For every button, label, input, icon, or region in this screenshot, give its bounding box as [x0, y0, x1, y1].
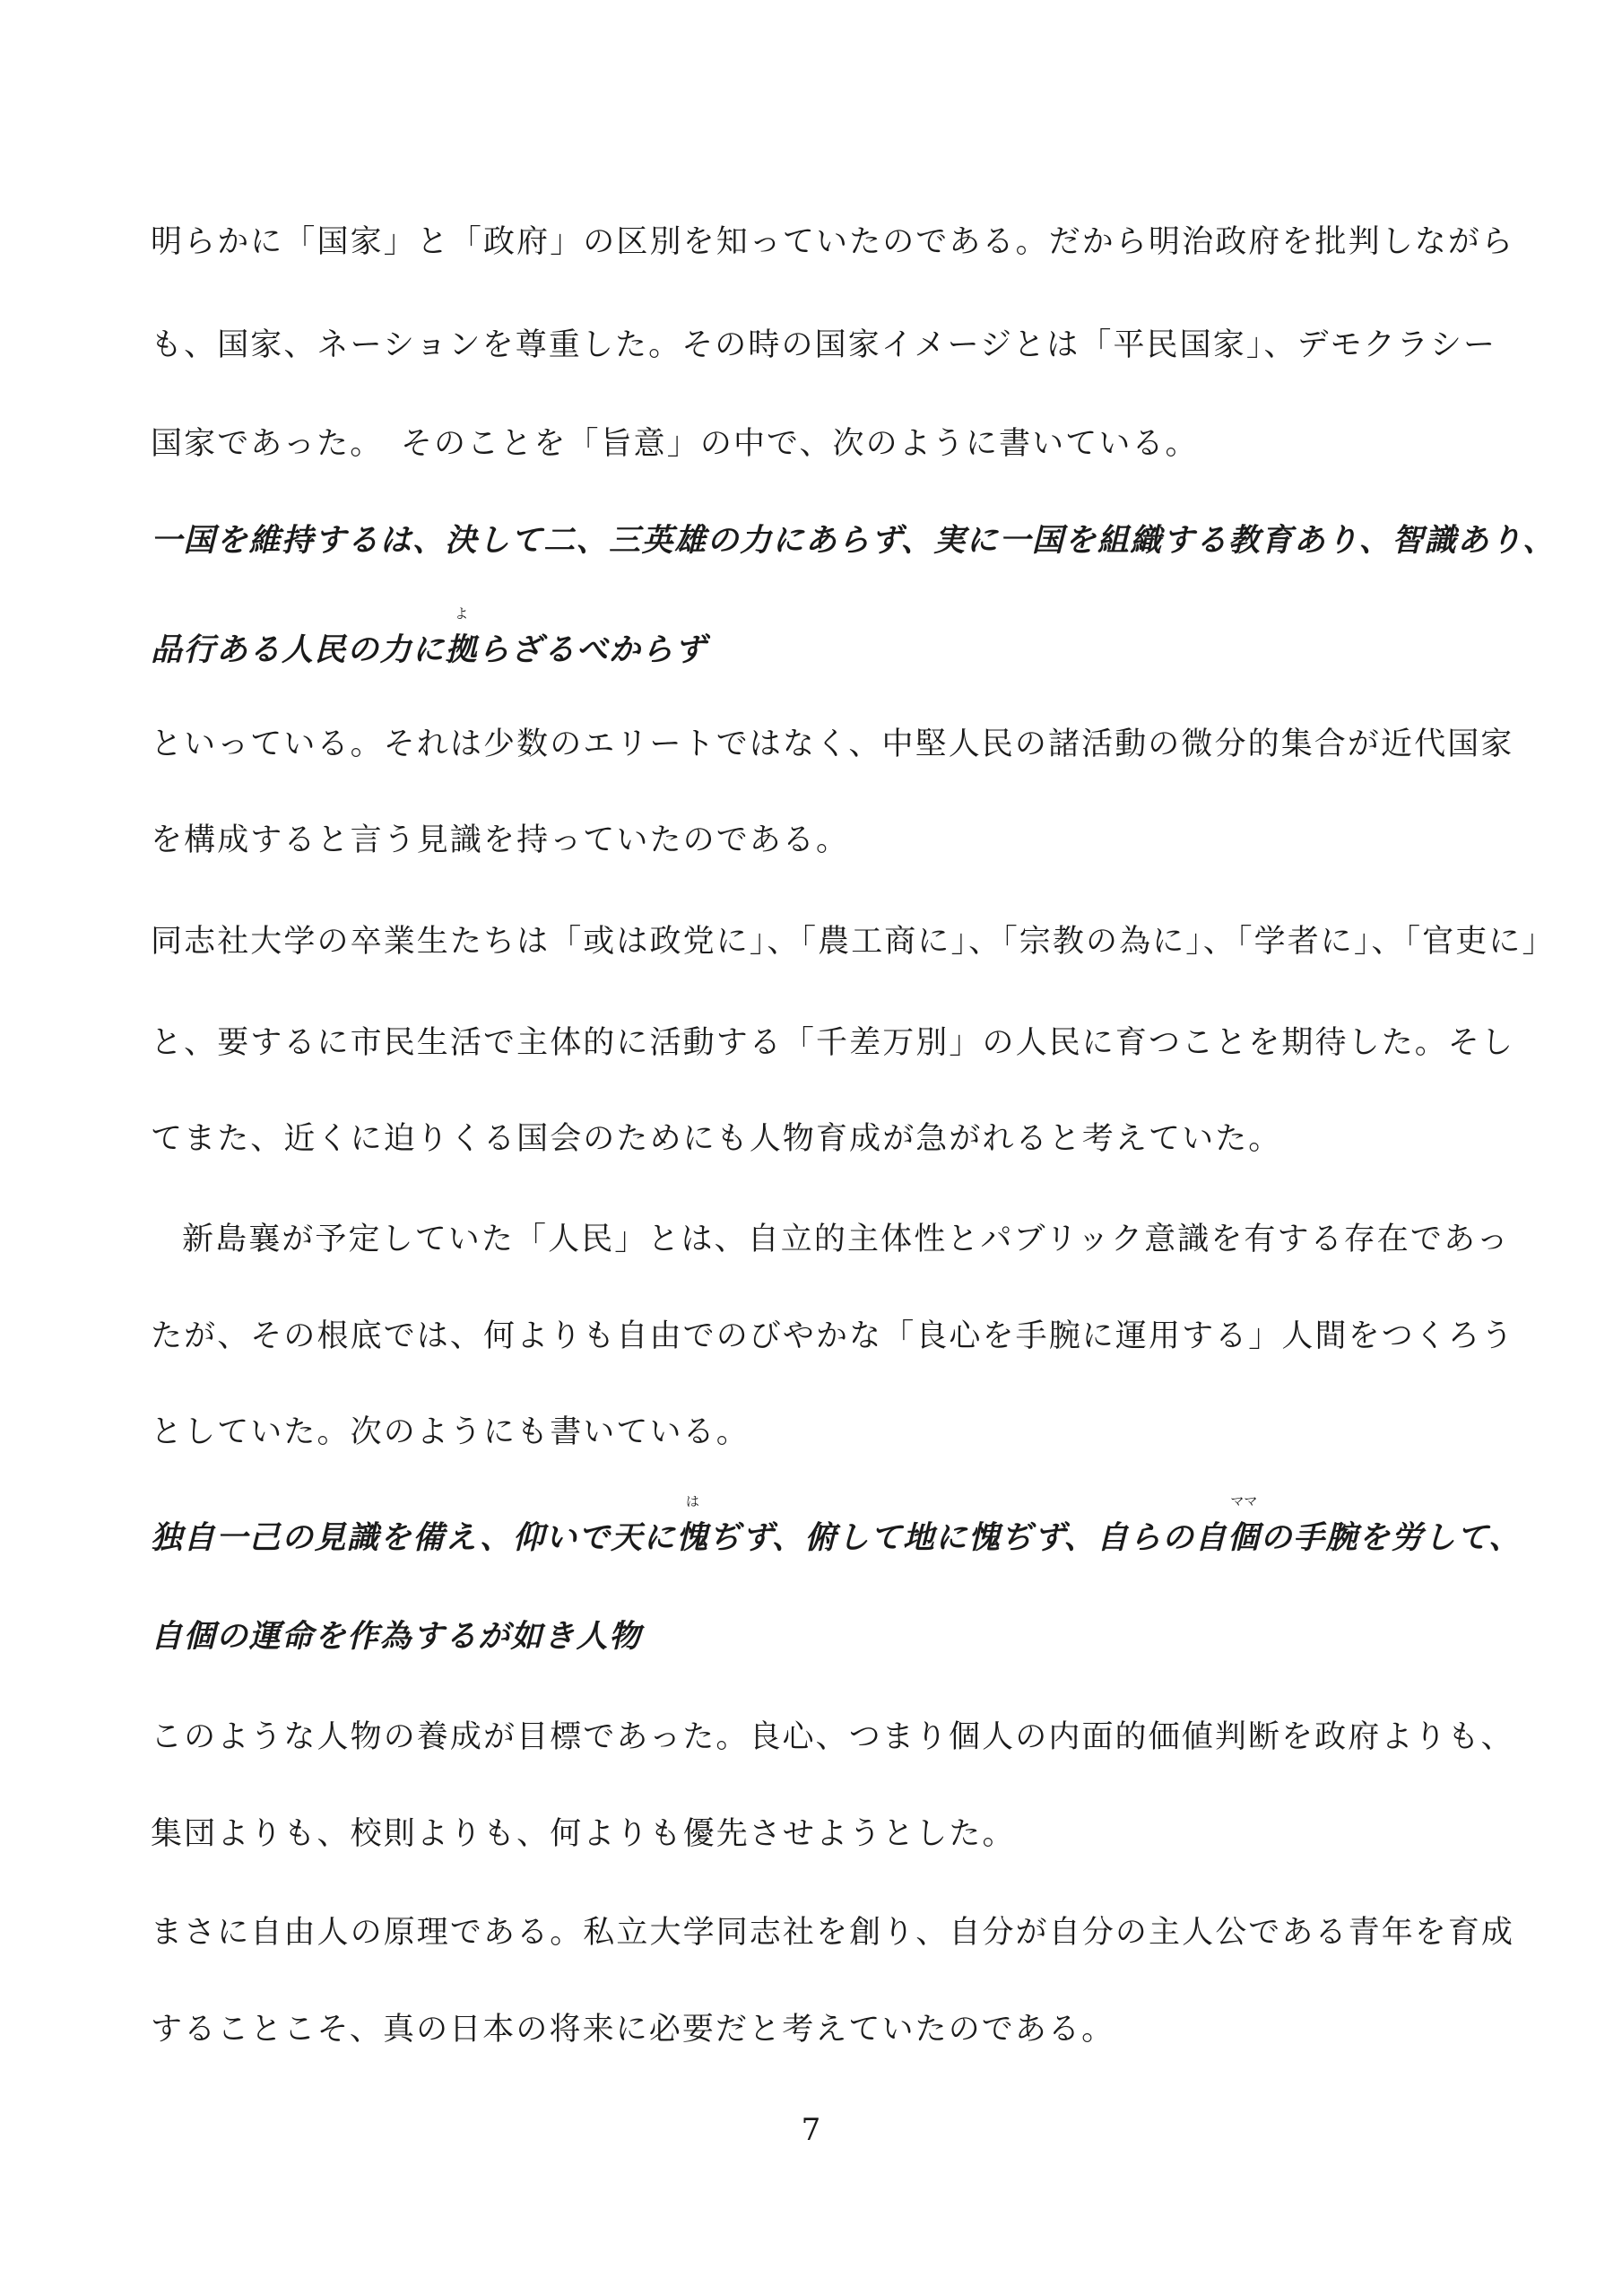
paragraph-line: としていた。次のようにも書いている。 [151, 1414, 750, 1450]
ruby-text: よ [455, 605, 469, 622]
ruby-text: は [685, 1493, 699, 1509]
ruby-base: 愧 [676, 1519, 709, 1556]
ruby-annotated-kanji [1227, 1493, 1261, 1561]
text-run: らざるべからず [478, 631, 707, 668]
text-run: ぢず、俯して地に愧ぢず、自らの自 [708, 1519, 1228, 1556]
paragraph-line: も、国家、ネーションを尊重した。その時の国家イメージとは「平民国家」、デモクラシー [151, 327, 1497, 363]
paragraph-line: たが、その根底では、何よりも自由でのびやかな「良心を手腕に運用する」人間をつくろう [151, 1318, 1515, 1354]
ruby-base: 拠 [445, 631, 479, 668]
text-run: 独自一己の見識を備え、仰いで天に [151, 1519, 677, 1556]
ruby-annotated-kanji [445, 605, 479, 673]
quote-line [151, 1493, 1522, 1561]
text-run: 品行ある人民の力に [151, 631, 446, 668]
paragraph-line: を構成すると言う見識を持っていたのである。 [151, 822, 850, 858]
paragraph-line: てまた、近くに迫りくる国会のためにも人物育成が急がれると考えていた。 [151, 1121, 1282, 1157]
text-run: 明らかに「国家」と「政府」の区別を知っていたのである。だから明治政府を批判しなが [151, 224, 1482, 260]
ruby-text: ママ [1230, 1493, 1258, 1509]
paragraph-line: 国家であった。 そのことを「旨意」の中で、次のように書いている。 [151, 426, 1199, 462]
paragraph-line: このような人物の養成が目標であった。良心、つまり個人の内面的価値判断を政府よりも、 [151, 1719, 1514, 1755]
paragraph-line: 集団よりも、校則よりも、何よりも優先させようとした。 [151, 1816, 1016, 1852]
paragraph-line: 新島襄が予定していた「人民」とは、自立的主体性とパブリック意識を有する存在であっ [182, 1222, 1510, 1257]
ruby-base: 個 [1227, 1519, 1261, 1556]
quote-line: 自個の運命を作為するが如き人物 [151, 1618, 642, 1655]
ruby-annotated-kanji [676, 1493, 709, 1561]
paragraph-line: することこそ、真の日本の将来に必要だと考えていたのである。 [151, 2012, 1115, 2048]
paragraph-line: 同志社大学の卒業生たちは「或は政党に」、「農工商に」、「宗教の為に」、「学者に」、「官吏に」 [151, 924, 1556, 960]
text-run: ら [1481, 224, 1515, 260]
paragraph-line: まさに自由人の原理である。私立大学同志社を創り、自分が自分の主人公である青年を育成 [151, 1915, 1515, 1951]
text-run: の手腕を労して、 [1260, 1519, 1522, 1556]
paragraph-line: と、要するに市民生活で主体的に活動する「千差万別」の人民に育つことを期待した。そし [151, 1025, 1515, 1061]
quote-line: 一国を維持するは、決して二、三英雄の力にあらず、実に一国を組織する教育あり、智識あり、 [151, 522, 1556, 559]
page-number: 7 [801, 2112, 821, 2148]
paragraph-line [151, 220, 1515, 265]
paragraph-line: といっている。それは少数のエリートではなく、中堅人民の諸活動の微分的集合が近代国家 [151, 726, 1514, 762]
quote-line [151, 605, 1487, 673]
